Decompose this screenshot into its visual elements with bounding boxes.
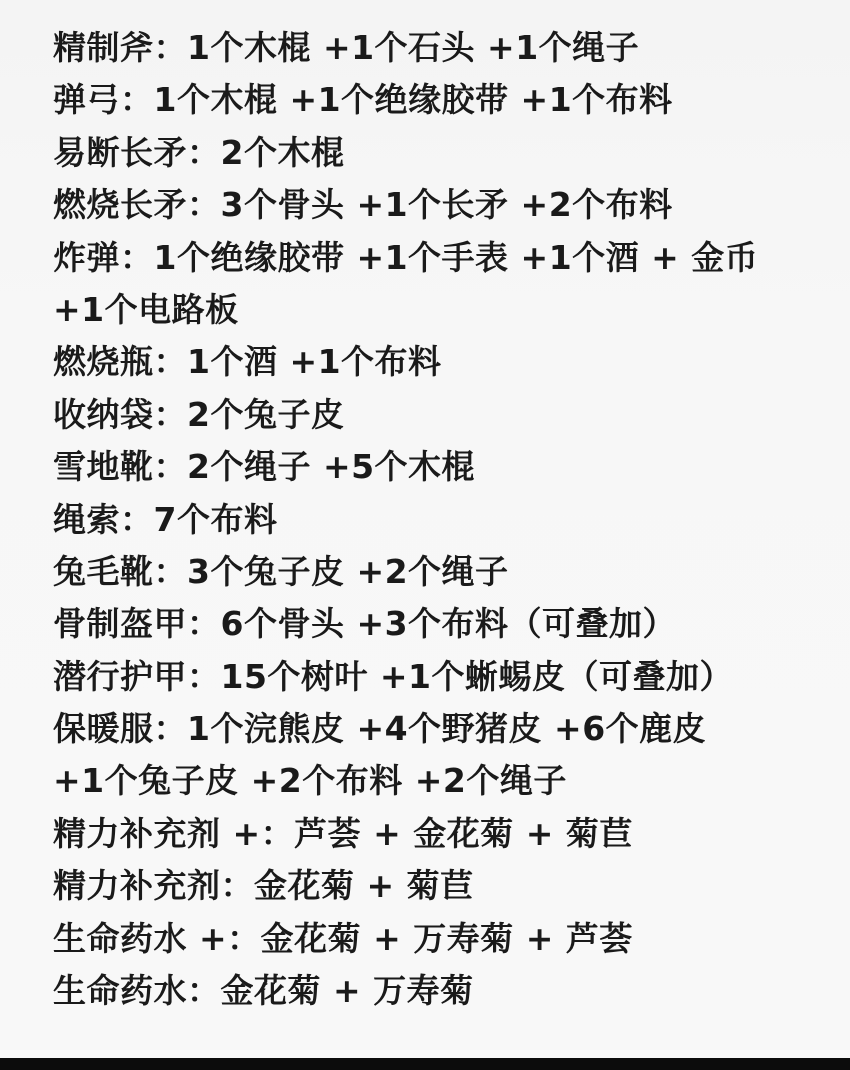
recipe-line-continuation: +1个兔子皮 +2个布料 +2个绳子 [53,761,567,801]
recipe-line: 生命药水：金花菊 + 万寿菊 [53,971,474,1011]
recipe-line: 绳索：7个布料 [53,499,278,539]
recipe-line: 弹弓：1个木棍 +1个绝缘胶带 +1个布料 [53,80,673,120]
recipe-line: 燃烧长矛：3个骨头 +1个长矛 +2个布料 [53,185,673,225]
recipe-line: 骨制盔甲：6个骨头 +3个布料（可叠加） [53,604,677,644]
recipe-line: 保暖服：1个浣熊皮 +4个野猪皮 +6个鹿皮 [53,709,707,749]
recipe-list [53,22,843,1017]
recipe-line: 兔毛靴：3个兔子皮 +2个绳子 [53,551,509,591]
recipe-line: 精制斧：1个木棍 +1个石头 +1个绳子 [53,28,640,67]
recipe-line: 潜行护甲：15个树叶 +1个蜥蜴皮（可叠加） [53,656,734,696]
recipe-line: 炸弹：1个绝缘胶带 +1个手表 +1个酒 + 金币 [53,237,759,277]
recipe-line: 精力补充剂 +：芦荟 + 金花菊 + 菊苣 [53,813,633,853]
recipe-line: 生命药水 +：金花菊 + 万寿菊 + 芦荟 [53,918,633,958]
recipe-line: 燃烧瓶：1个酒 +1个布料 [53,342,442,382]
bottom-bar [0,1058,850,1070]
recipe-line: 易断长矛：2个木棍 [53,132,345,172]
recipe-line: 雪地靴：2个绳子 +5个木棍 [53,447,476,487]
recipe-line: 收纳袋：2个兔子皮 [53,394,345,434]
recipe-line-continuation: +1个电路板 [53,289,239,329]
recipe-line: 精力补充剂：金花菊 + 菊苣 [53,866,474,906]
